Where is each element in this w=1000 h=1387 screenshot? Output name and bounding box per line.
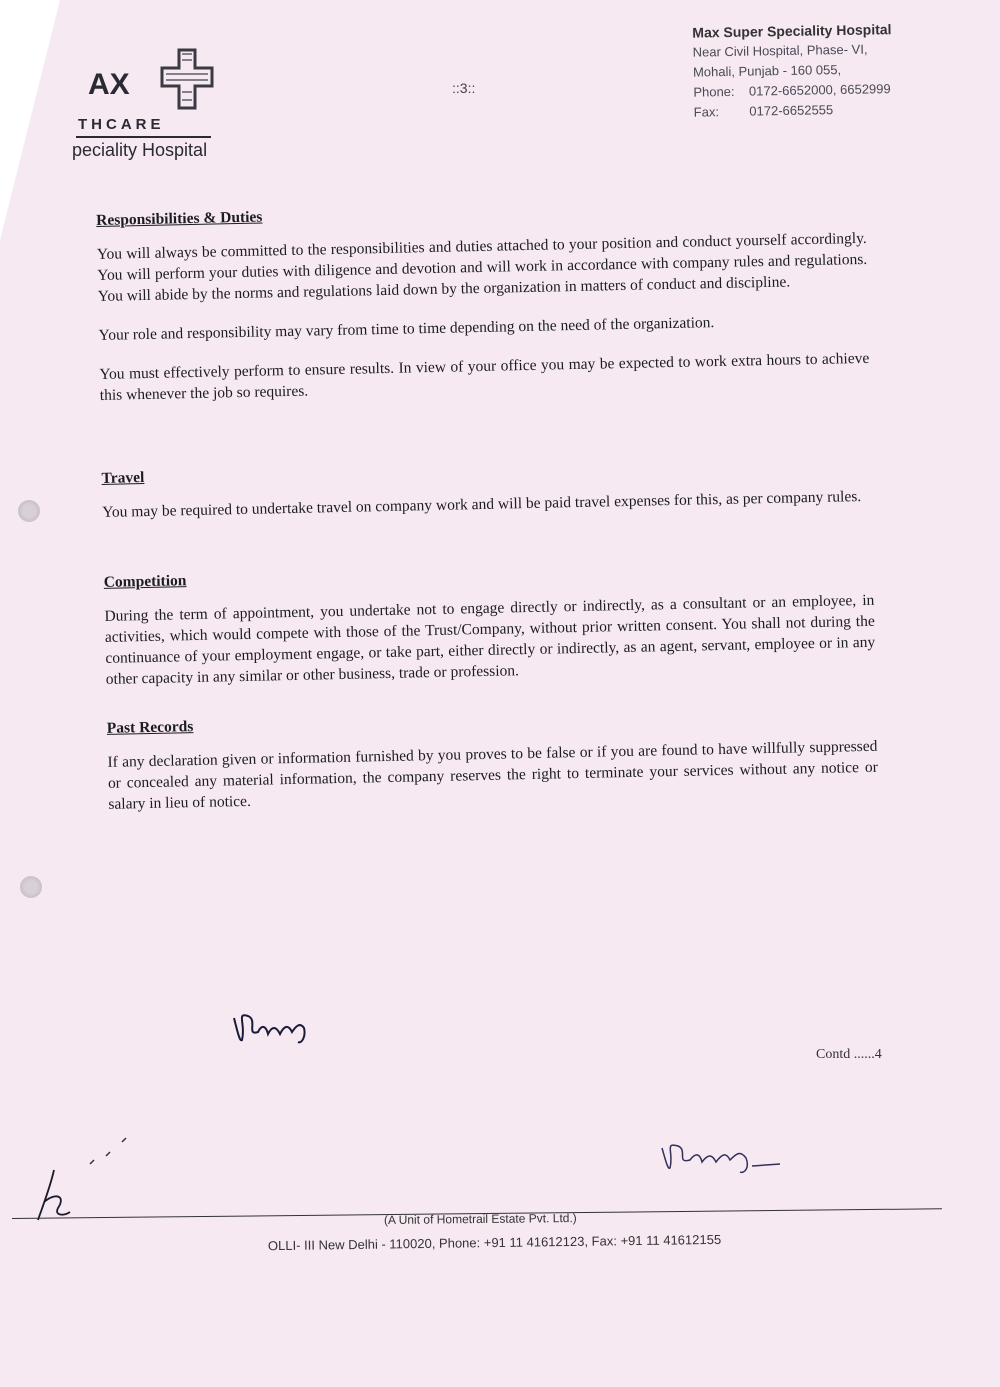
- initial-mark: [30, 1130, 140, 1222]
- hospital-address: [692, 17, 994, 122]
- logo-rule: [76, 136, 211, 138]
- section-heading: Travel: [101, 469, 145, 487]
- phone-label: Phone:: [693, 83, 735, 100]
- section-paragraph: You may be required to undertake travel on company work and will be paid travel expenses for this, as per company rules.: [102, 488, 862, 521]
- logo-cross-icon: [160, 48, 214, 110]
- hospital-name: Max Super Speciality Hospital: [692, 21, 892, 41]
- continued-note: Contd ......4: [816, 1047, 882, 1062]
- punch-hole: [20, 876, 42, 898]
- section-paragraph: You will always be committed to the responsibilities and duties attached to your position and conduct yourself accordingly. You will perform your duties with diligence and devotion and will work in accordance with company rules and regulations. You will abide by the norms and regulations laid down by the organization in matters of conduct and discipline.: [96, 229, 868, 305]
- section-heading: Responsibilities & Duties: [96, 208, 263, 229]
- page-marker: ::3::: [452, 80, 476, 96]
- section-competition: [104, 558, 876, 690]
- hospital-logo: [60, 40, 220, 170]
- section-paragraph: If any declaration given or information furnished by you proves to be false or if you are found to have willfully suppressed or concealed any material information, the company reserves the right to terminate your services without any notice or salary in lieu of notice.: [107, 737, 878, 813]
- signature-2: [656, 1138, 786, 1178]
- section-past-records: [107, 704, 879, 815]
- address-line-2: Mohali, Punjab - 160 055,: [692, 62, 842, 80]
- logo-speciality-text: peciality Hospital: [72, 140, 208, 160]
- section-heading: Past Records: [106, 718, 194, 737]
- footer-contact-text: OLLI- III New Delhi - 110020, Phone: +91 11 41612123, Fax: +91 11 41612155: [267, 1231, 722, 1254]
- section-paragraph: Your role and responsibility may vary from time to time depending on the need of the organization.: [98, 314, 715, 344]
- punch-hole: [18, 500, 40, 522]
- section-heading: Competition: [103, 572, 187, 591]
- fax-value: 0172-6652555: [749, 102, 834, 119]
- section-paragraph: You must effectively perform to ensure results. In view of your office you may be expected to work extra hours to achieve this whenever the job so requires.: [99, 349, 870, 404]
- folded-corner: [0, 0, 60, 240]
- fax-label: Fax:: [693, 104, 720, 120]
- address-line-1: Near Civil Hospital, Phase- VI,: [692, 41, 868, 60]
- section-travel: [101, 454, 872, 523]
- logo-healthcare-text: THCARE: [78, 116, 165, 133]
- section-paragraph: During the term of appointment, you undertake not to engage directly or indirectly, as a consultant or an employee, in activities, which would compete with those of the Trust/Company, without prior written consent. You shall not during the continuance of your employment engage, or take part, either directly or indirectly, as an agent, servant, employee or in any other capacity in any similar or other business, trade or profession.: [104, 591, 876, 688]
- logo-ax-text: AX: [88, 68, 130, 101]
- signature-1: [228, 1004, 318, 1048]
- fax-row: [694, 97, 994, 122]
- footer-company-unit: (A Unit of Hometrail Estate Pvt. Ltd.): [383, 1210, 577, 1228]
- footer-contact: [268, 1228, 868, 1260]
- phone-value: 0172-6652000, 6652999: [748, 81, 891, 99]
- letter-body: [96, 196, 878, 813]
- section-responsibilities: [96, 196, 870, 406]
